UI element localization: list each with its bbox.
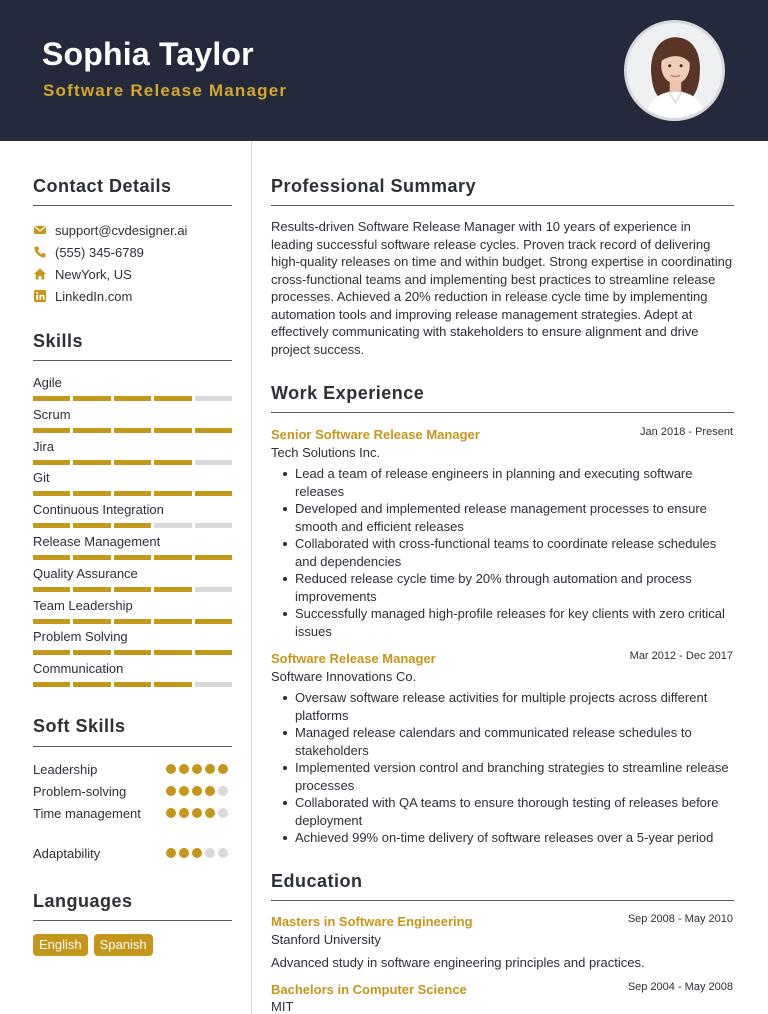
job-company: Tech Solutions Inc.	[271, 445, 381, 460]
rating-dot	[192, 786, 202, 796]
skill-label: Problem Solving	[33, 629, 128, 645]
job-title: Senior Software Release Manager	[271, 427, 480, 442]
skill-level-segment	[33, 619, 70, 624]
skill-level-segment	[33, 587, 70, 592]
skill-level-bar	[33, 619, 232, 624]
soft-skill-label: Leadership	[33, 762, 98, 777]
skill-level-segment	[33, 523, 70, 528]
skill-level-segment	[114, 523, 151, 528]
skill-level-segment	[73, 396, 110, 401]
skill-level-segment	[114, 619, 151, 624]
job-company: Software Innovations Co.	[271, 669, 417, 684]
job-date: Mar 2012 - Dec 2017	[629, 650, 733, 662]
rating-dot	[192, 808, 202, 818]
skill-label: Jira	[33, 438, 54, 454]
skill-level-segment	[195, 460, 232, 465]
job-bullet: Managed release calendars and communicated release schedules to stakeholders	[283, 724, 734, 759]
job-bullet: Developed and implemented release management processes to ensure smooth and efficient releases	[283, 500, 734, 535]
rating-dot	[218, 786, 228, 796]
skill-level-segment	[73, 682, 110, 687]
skill-level-segment	[114, 428, 151, 433]
rating-dot	[166, 848, 176, 858]
skill-level-segment	[154, 428, 191, 433]
skill-level-bar	[33, 523, 232, 528]
contact-phone-text: (555) 345-6789	[55, 244, 144, 260]
skill-level-segment	[195, 555, 232, 560]
rating-dot	[192, 848, 202, 858]
skill-level-segment	[73, 428, 110, 433]
skill-level-segment	[114, 396, 151, 401]
contact-location	[33, 265, 132, 283]
rating-dot	[179, 786, 189, 796]
rating-dot	[192, 764, 202, 774]
job-bullet: Lead a team of release engineers in planning and executing software releases	[283, 465, 734, 500]
skill-level-segment	[195, 650, 232, 655]
job-bullets	[283, 689, 734, 847]
skill-level-segment	[73, 491, 110, 496]
skill-label: Release Management	[33, 534, 161, 549]
skill-level-segment	[154, 523, 191, 528]
education-heading: Education	[271, 871, 363, 891]
job-bullet: Reduced release cycle time by 20% through automation and process improvements	[283, 570, 734, 605]
skills-heading: Skills	[33, 331, 84, 351]
school-name: MIT	[271, 999, 294, 1014]
rating-dot	[205, 786, 215, 796]
skills-rule	[33, 360, 232, 361]
skill-level-segment	[154, 650, 191, 655]
skill-level-segment	[33, 555, 70, 560]
skill-level-segment	[195, 491, 232, 496]
skill-level-segment	[154, 619, 191, 624]
work-heading: Work Experience	[271, 383, 425, 403]
work-rule	[271, 412, 734, 413]
rating-dot	[166, 808, 176, 818]
skill-level-bar	[33, 650, 232, 655]
rating-dot	[166, 786, 176, 796]
contact-linkedin-text[interactable]: LinkedIn.com	[55, 288, 133, 304]
skill-label: Continuous Integration	[33, 502, 164, 518]
skill-level-segment	[33, 650, 70, 655]
skill-label: Scrum	[33, 406, 71, 422]
skill-level-segment	[154, 491, 191, 496]
language-badge: Spanish	[94, 934, 153, 956]
soft-skill-rating	[166, 764, 228, 774]
skill-level-segment	[154, 460, 191, 465]
languages-list	[33, 934, 153, 956]
contact-email-text: support@cvdesigner.ai	[55, 222, 188, 238]
skill-level-segment	[154, 587, 191, 592]
skill-level-segment	[114, 682, 151, 687]
skill-label: Communication	[33, 661, 124, 677]
skill-label: Team Leadership	[33, 597, 133, 613]
education-rule	[271, 900, 734, 901]
school-name: Stanford University	[271, 932, 381, 947]
skill-level-segment	[195, 428, 232, 433]
degree-description: Advanced study in software engineering principles and practices.	[271, 955, 645, 970]
skill-level-segment	[114, 460, 151, 465]
languages-rule	[33, 920, 232, 921]
skill-level-segment	[154, 396, 191, 401]
rating-dot	[179, 848, 189, 858]
skill-label: Quality Assurance	[33, 565, 138, 581]
rating-dot	[205, 764, 215, 774]
degree-title: Bachelors in Computer Science	[271, 982, 467, 997]
skill-level-segment	[73, 460, 110, 465]
skill-level-segment	[73, 650, 110, 655]
skill-level-segment	[73, 587, 110, 592]
contact-linkedin[interactable]	[33, 287, 132, 305]
skill-level-segment	[154, 555, 191, 560]
job-bullet: Collaborated with cross-functional teams to coordinate release schedules and dependencies	[283, 535, 734, 570]
rating-dot	[179, 764, 189, 774]
rating-dot	[205, 848, 215, 858]
resume-header	[0, 0, 768, 141]
rating-dot	[166, 764, 176, 774]
skill-level-bar	[33, 396, 232, 401]
soft-skill-label: Time management	[33, 806, 141, 821]
skill-level-segment	[195, 396, 232, 401]
skill-level-segment	[33, 491, 70, 496]
candidate-title: Software Release Manager	[43, 81, 288, 100]
rating-dot	[218, 808, 228, 818]
skill-level-bar	[33, 555, 232, 560]
job-bullet: Achieved 99% on-time delivery of software releases over a 5-year period	[283, 829, 734, 847]
profile-photo	[624, 20, 725, 121]
skill-level-segment	[195, 587, 232, 592]
soft-skill-label: Adaptability	[33, 846, 101, 861]
soft-skills-rule	[33, 746, 232, 747]
skill-level-segment	[114, 555, 151, 560]
job-bullet: Collaborated with QA teams to ensure thorough testing of releases before deployment	[283, 794, 734, 829]
summary-text: Results-driven Software Release Manager with 10 years of experience in leading successful software release cycles. Proven track record of delivering high-quality releases on time and within budget. Strong expertise in coordinating cross-functional teams and implementing best practices to streamline release processes. Achieved a 20% reduction in release cycle time by implementing automation tools and improving release management strategies. Adept at effectively communicating with stakeholders to ensure alignment and drive project success.	[271, 219, 733, 357]
language-badge: English	[33, 934, 88, 956]
skill-level-bar	[33, 428, 232, 433]
skill-level-segment	[195, 619, 232, 624]
summary-rule	[271, 205, 734, 206]
skill-level-bar	[33, 587, 232, 592]
skill-level-segment	[195, 523, 232, 528]
contact-phone	[33, 243, 144, 261]
linkedin-icon	[33, 289, 47, 303]
soft-skills-heading: Soft Skills	[33, 716, 126, 736]
contact-email	[33, 221, 187, 239]
job-bullets	[283, 465, 734, 640]
rating-dot	[179, 808, 189, 818]
skill-level-bar	[33, 682, 232, 687]
skill-level-segment	[114, 491, 151, 496]
contact-location-text: NewYork, US	[55, 266, 132, 282]
phone-icon	[33, 245, 47, 259]
candidate-name: Sophia Taylor	[42, 36, 254, 72]
languages-heading: Languages	[33, 891, 133, 911]
home-icon	[33, 267, 47, 281]
soft-skill-rating	[166, 786, 228, 796]
job-title: Software Release Manager	[271, 651, 436, 666]
skill-level-segment	[33, 396, 70, 401]
skill-level-segment	[114, 650, 151, 655]
skill-level-segment	[33, 682, 70, 687]
summary-heading: Professional Summary	[271, 176, 477, 196]
skill-level-segment	[73, 555, 110, 560]
contact-heading: Contact Details	[33, 176, 172, 196]
rating-dot	[205, 808, 215, 818]
skill-label: Git	[33, 470, 50, 486]
skill-level-segment	[33, 428, 70, 433]
skill-level-segment	[114, 587, 151, 592]
skill-level-segment	[73, 619, 110, 624]
skill-level-bar	[33, 460, 232, 465]
contact-rule	[33, 205, 232, 206]
skill-label: Agile	[33, 375, 62, 390]
rating-dot	[218, 848, 228, 858]
job-bullet: Implemented version control and branching strategies to streamline release processes	[283, 759, 734, 794]
skill-level-segment	[33, 460, 70, 465]
soft-skill-rating	[166, 808, 228, 818]
envelope-icon	[33, 223, 47, 237]
degree-title: Masters in Software Engineering	[271, 914, 473, 929]
job-date: Jan 2018 - Present	[640, 426, 733, 438]
soft-skill-rating	[166, 848, 228, 858]
skill-level-bar	[33, 491, 232, 496]
skill-level-segment	[195, 682, 232, 687]
job-bullet: Successfully managed high-profile releases for key clients with zero critical issues	[283, 605, 734, 640]
column-divider	[251, 141, 252, 1014]
skill-level-segment	[73, 523, 110, 528]
rating-dot	[218, 764, 228, 774]
job-bullet: Oversaw software release activities for multiple projects across different platforms	[283, 689, 734, 724]
degree-date: Sep 2008 - May 2010	[627, 913, 733, 925]
skill-level-segment	[154, 682, 191, 687]
degree-date: Sep 2004 - May 2008	[627, 981, 733, 993]
soft-skill-label: Problem-solving	[33, 784, 127, 799]
